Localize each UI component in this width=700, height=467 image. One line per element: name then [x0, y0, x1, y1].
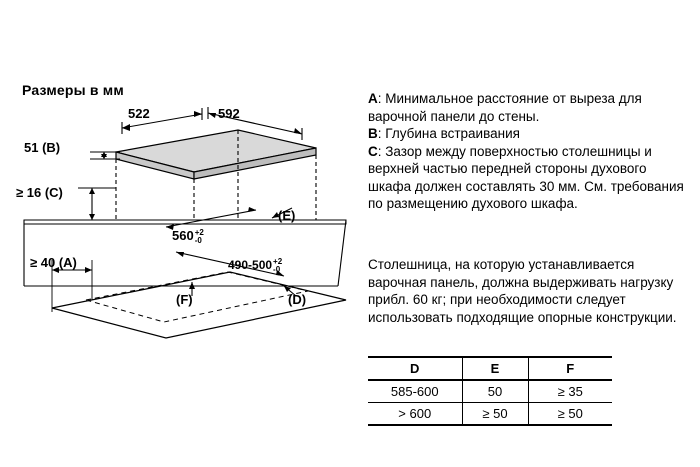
dim-522-arrow-left	[122, 124, 130, 131]
legend-text-b: Глубина встраивания	[385, 126, 520, 141]
legend-item-b: B: Глубина встраивания	[368, 126, 520, 141]
dim-40-arrow-right	[85, 267, 92, 273]
table-cell-f-1: ≥ 35	[528, 380, 612, 403]
table-cell-e-2: ≥ 50	[462, 403, 528, 426]
dim-522-arrow-right	[194, 111, 202, 117]
table-row	[368, 403, 612, 426]
table-cell-f-2: ≥ 50	[528, 403, 612, 426]
label-490-500-minus: -0	[273, 265, 281, 274]
installation-drawing	[16, 100, 356, 340]
label-560	[172, 228, 204, 245]
dim-16-arrow-top	[89, 188, 95, 194]
worktop-right-line	[338, 220, 346, 286]
label-16-c: ≥ 16 (C)	[16, 185, 63, 200]
dim-490-arrow-left	[176, 252, 184, 257]
dimensions-table	[368, 356, 612, 426]
legend	[368, 90, 688, 213]
label-522: 522	[128, 106, 150, 121]
legend-text-c: Зазор между поверхностью столешницы и верхней частью передней стороны духового шкафа должен составлять 30 мм. См. требования по размещению духового шкафа.	[368, 143, 684, 211]
label-f: (F)	[176, 292, 193, 307]
table-cell-d-2: > 600	[368, 403, 462, 426]
table-header-d: D	[368, 357, 462, 380]
load-note: Столешница, на которую устанавливается варочная панель, должна выдерживать нагрузку прибл. 60 кг; при необходимости следует использовать подходящие опорные конструкции.	[368, 257, 677, 325]
page-title: Размеры в мм	[22, 82, 124, 98]
label-560-value: 560	[172, 228, 194, 243]
dim-592-arrow-left	[208, 113, 216, 118]
table-header-e: E	[462, 357, 528, 380]
label-40-a: ≥ 40 (A)	[30, 255, 77, 270]
label-560-plus: +2	[194, 227, 204, 237]
dim-592-arrow-right	[294, 128, 302, 134]
table-header-f: F	[528, 357, 612, 380]
legend-key-c: C	[368, 143, 378, 159]
label-560-tolerance	[195, 229, 204, 245]
label-d: (D)	[288, 292, 307, 307]
label-490-500-plus: +2	[273, 257, 283, 266]
label-490-500	[228, 258, 282, 274]
legend-text-a: Минимальное расстояние от выреза для варочной панели до стены.	[368, 91, 642, 124]
table-cell-e-1: 50	[462, 380, 528, 403]
label-560-minus: -0	[194, 235, 202, 245]
table-row	[368, 380, 612, 403]
table-cell-d-1: 585-600	[368, 380, 462, 403]
legend-item-a: A: Минимальное расстояние от выреза для варочной панели до стены.	[368, 91, 642, 124]
label-592: 592	[218, 106, 240, 121]
legend-key-b: B	[368, 126, 378, 141]
table-header-row	[368, 357, 612, 380]
label-51-b: 51 (B)	[24, 140, 61, 155]
dim-16-arrow-bottom	[89, 214, 95, 220]
label-490-500-tolerance	[273, 258, 282, 274]
legend-key-a: A	[368, 91, 378, 106]
legend-item-c: C: Зазор между поверхностью столешницы и верхней частью передней стороны духового шкафа должен составлять 30 мм. См. требования по размещению духового шкафа.	[368, 143, 684, 211]
label-490-500-value: 490-500	[228, 258, 273, 273]
label-e: (E)	[278, 208, 296, 223]
